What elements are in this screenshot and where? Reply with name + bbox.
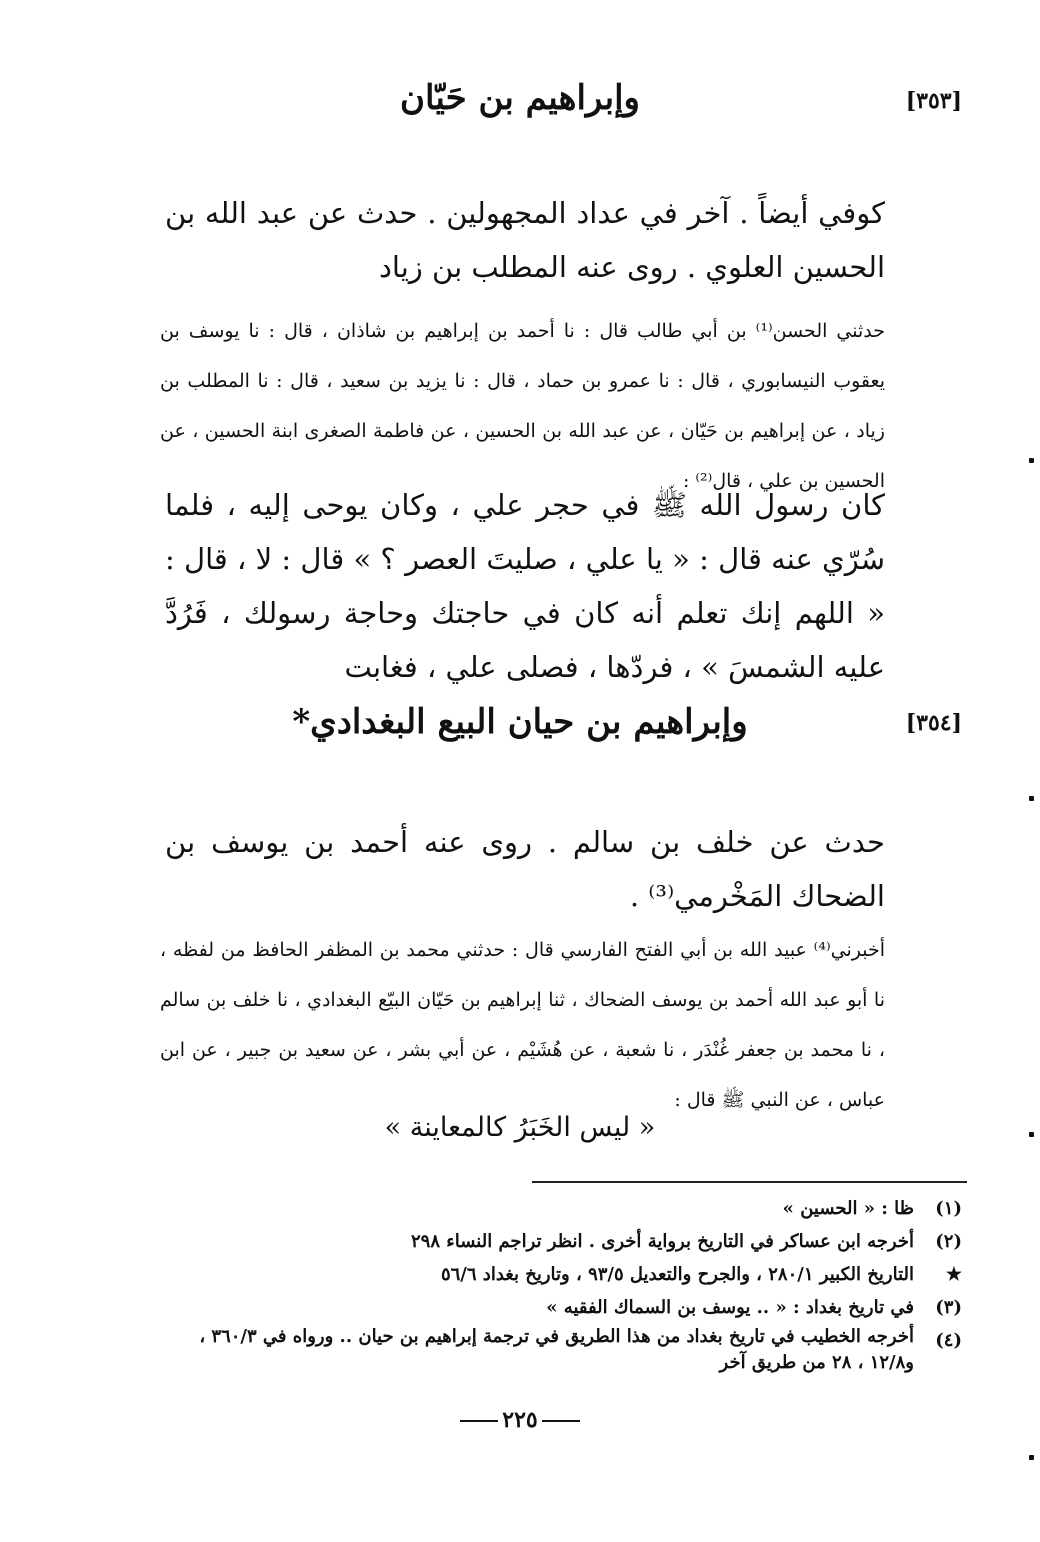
page-number [0,1407,1040,1433]
scan-edge-mark [1029,1455,1034,1460]
footnote-item [162,1192,962,1225]
footnote-number: (٣) [935,1297,962,1318]
entry-353-intro: كوفي أيضاً . آخر في عداد المجهولين . حدث عن عبد الله بن الحسين العلوي . روى عنه المطلب بن زياد [165,196,885,284]
page-number-dash [542,1420,580,1422]
footnote-item [162,1225,962,1258]
footnote-text: أخرجه ابن عساكر في التاريخ برواية أخرى . انظر تراجم النساء ٢٩٨ [410,1231,914,1252]
page-number-value: ٢٢٥ [502,1407,538,1433]
footnote-text: التاريخ الكبير ٢٨٠/١ ، والجرح والتعديل ٩٣/٥ ، وتاريخ بغداد ٥٦/٦ [440,1264,914,1285]
footnote-number: (٢) [935,1231,962,1252]
entry-354-title: وإبراهيم بن حيان البيع البغدادي* [292,702,748,742]
entry-354-intro: حدث عن خلف بن سالم . روى عنه أحمد بن يوسف بن الضحاك المَخْرمي⁽³⁾ . [165,825,885,913]
page-header-title: وإبراهيم بن حَيّان [400,78,640,118]
footnote-number: (٤) [935,1330,962,1351]
footnotes [162,1192,962,1376]
footnote-item [162,1324,962,1376]
scan-edge-mark [1029,458,1034,463]
footnote-rule [532,1181,967,1183]
footnote-text: في تاريخ بغداد : « .. يوسف بن السماك الفقيه » [546,1297,914,1318]
entry-353-isnad: حدثني الحسن⁽¹⁾ بن أبي طالب قال : نا أحمد بن إبراهيم بن شاذان ، قال : نا يوسف بن يعقوب النيسابوري ، قال : نا عمرو بن حماد ، قال : نا يزيد بن سعيد ، قال : نا المطلب بن زياد ، عن إبراهيم بن حَيّان ، عن عبد الله بن الحسين ، عن فاطمة الصغرى ابنة الحسين ، عن الحسين بن علي ، قال⁽²⁾ : [160,320,885,492]
scan-edge-mark [1029,796,1034,801]
footnote-text: ظا : « الحسين » [782,1198,914,1219]
footnote-number: (١) [935,1198,962,1219]
scan-edge-mark [1029,1132,1034,1137]
entry-354-isnad: أخبرني⁽⁴⁾ عبيد الله بن أبي الفتح الفارسي قال : حدثني محمد بن المظفر الحافظ من لفظه ، نا أبو عبد الله أحمد بن يوسف الضحاك ، ثنا إبراهيم بن حَيّان البيّع البغدادي ، نا خلف بن سالم ، نا محمد بن جعفر غُنْدَر ، نا شعبة ، عن هُشَيْم ، عن أبي بشر ، عن سعيد بن جبير ، عن ابن عباس ، عن النبي ﷺ قال : [160,939,886,1111]
entry-353-matn: كان رسول الله ﷺ في حجر علي ، وكان يوحى إليه ، فلما سُرّي عنه قال : « يا علي ، صليتَ العصر ؟ » قال : لا ، قال : « اللهم إنك تعلم أنه كان في حاجتك وحاجة رسولك ، فَرُدَّ عليه الشمسَ » ، فردّها ، فصلى علي ، فغابت [165,488,885,684]
footnote-item [162,1258,962,1291]
hadith-quote: « ليس الخَبَرُ كالمعاينة » [384,1112,656,1143]
page-number-dash [460,1420,498,1422]
entry-number-353: [٣٥٣] [905,88,962,114]
footnote-star-marker: ★ [945,1264,962,1285]
entry-number-354: [٣٥٤] [905,710,962,736]
footnote-text: أخرجه الخطيب في تاريخ بغداد من هذا الطريق في ترجمة إبراهيم بن حيان .. ورواه في ٣٦٠/٣ ، و١٢/٨ ، ٢٨ من طريق آخر [199,1326,914,1373]
footnote-item [162,1291,962,1324]
